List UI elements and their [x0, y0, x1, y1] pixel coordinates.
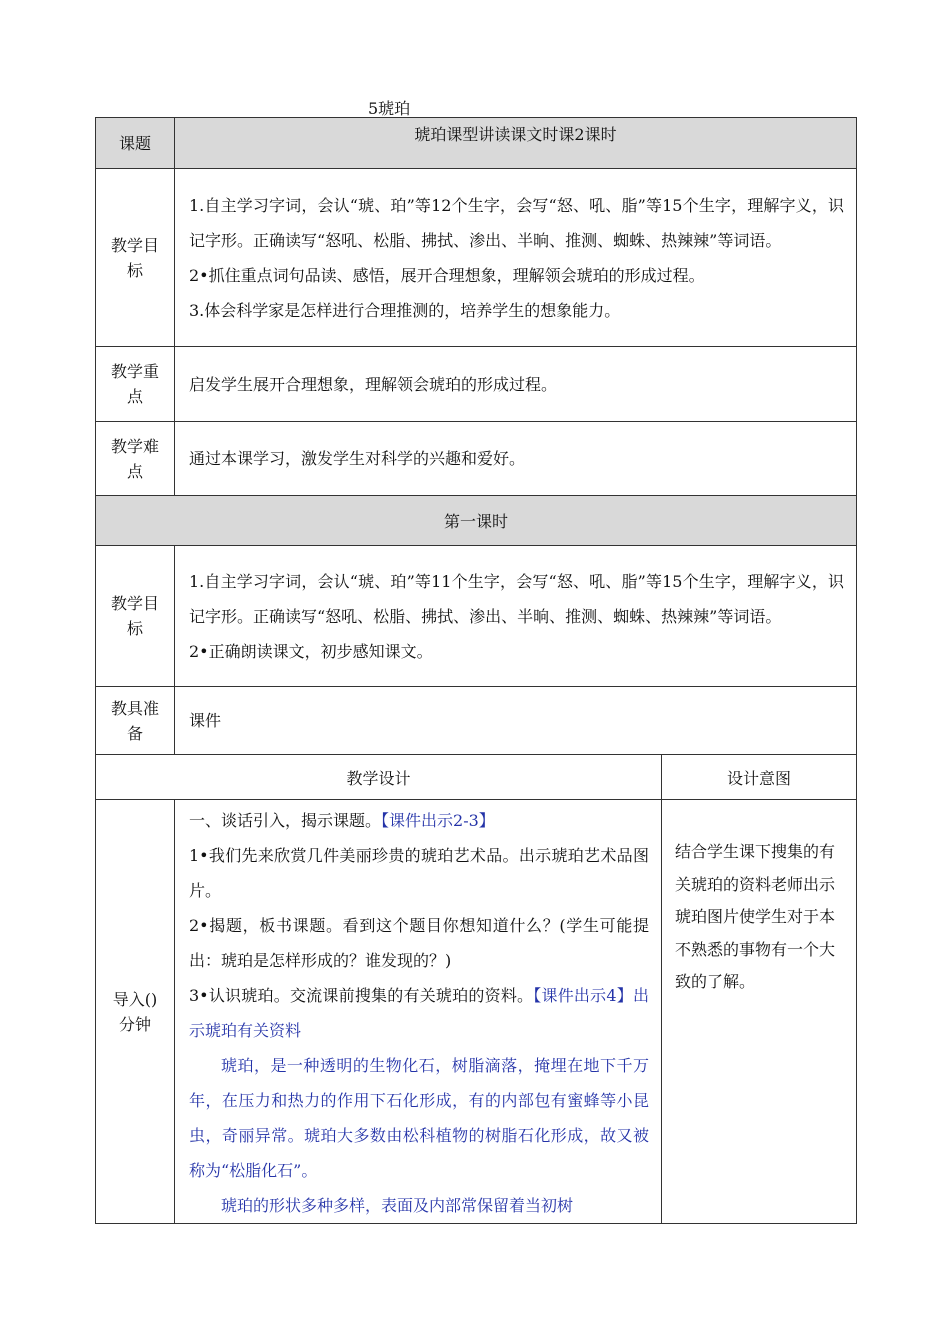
topic-label: 课题: [96, 118, 175, 169]
prep-row: [96, 687, 857, 755]
intro-step1: 一、谈话引入，揭示课题。: [189, 811, 382, 830]
goal-item: 3.体会科学家是怎样进行合理推测的，培养学生的想象能力。: [189, 300, 621, 320]
lesson1-goals-row: [96, 546, 857, 687]
difficulty-row: [96, 422, 857, 496]
topic-value: 琥珀课型讲读课文时课2课时: [175, 118, 857, 169]
lesson1-goals-content: [175, 546, 857, 687]
goals-row: [96, 169, 857, 347]
goals-content: [175, 169, 857, 347]
intro-paragraph: 2•揭题，板书课题。看到这个题目你想知道什么？(学生可能提出：琥珀是怎样形成的？谁发现的？): [189, 916, 649, 970]
intro-paragraph: 1•我们先来欣赏几件美丽珍贵的琥珀艺术品。出示琥珀艺术品图片。: [189, 846, 649, 900]
intro-label: 导入()分钟: [96, 800, 175, 1224]
design-header: 教学设计: [96, 755, 662, 800]
intro-row: [96, 800, 857, 1224]
intro-intent: 结合学生课下搜集的有关琥珀的资料老师出示琥珀图片使学生对于本不熟悉的事物有一个大致的了解。: [662, 800, 857, 1224]
courseware-tag: 【课件出示2-3】: [381, 811, 495, 830]
goal-item: 1.自主学习字词，会认“琥、珀”等12个生字，会写“怒、吼、脂”等15个生字，理解字义，识记字形。正确读写“怒吼、松脂、拂拭、渗出、半晌、推测、蜘蛛、热辣辣”等词语。: [189, 195, 844, 250]
lesson1-goals-label: 教学目标: [96, 546, 175, 687]
intro-content: [175, 800, 662, 1224]
lesson1-header: 第一课时: [96, 496, 857, 546]
difficulty-label: 教学难点: [96, 422, 175, 496]
intro-step3: 3•认识琥珀。交流课前搜集的有关琥珀的资料。: [189, 986, 534, 1005]
lesson-plan-table: [95, 117, 857, 1224]
amber-info-paragraph: 琥珀，是一种透明的生物化石，树脂滴落，掩埋在地下千万年，在压力和热力的作用下石化形成，有的内部包有蜜蜂等小昆虫，奇丽异常。琥珀大多数由松科植物的树脂石化形成，故又被称为“松脂化石”。: [189, 1056, 649, 1180]
difficulty-value: 通过本课学习，激发学生对科学的兴趣和爱好。: [175, 422, 857, 496]
lesson1-header-row: [96, 496, 857, 546]
goal-item: 1.自主学习字词，会认“琥、珀”等11个生字，会写“怒、吼、脂”等15个生字，理解字义，识记字形。正确读写“怒吼、松脂、拂拭、渗出、半晌、推测、蜘蛛、热辣辣”等词语。: [189, 571, 844, 626]
document-title: 5琥珀: [368, 99, 411, 118]
goal-item: 2•正确朗读课文，初步感知课文。: [189, 641, 433, 661]
intent-header: 设计意图: [662, 755, 857, 800]
topic-row: [96, 118, 857, 169]
prep-value: 课件: [175, 687, 857, 755]
amber-info-paragraph: 琥珀的形状多种多样，表面及内部常保留着当初树: [221, 1196, 574, 1215]
goal-item: 2•抓住重点词句品读、感悟，展开合理想象，理解领会琥珀的形成过程。: [189, 265, 705, 285]
courseware-tag: 【课件出示4】出示琥珀有关资料: [189, 986, 649, 1040]
prep-label: 教具准备: [96, 687, 175, 755]
goals-label: 教学目标: [96, 169, 175, 347]
key-label: 教学重点: [96, 347, 175, 422]
design-header-row: [96, 755, 857, 800]
key-value: 启发学生展开合理想象，理解领会琥珀的形成过程。: [175, 347, 857, 422]
key-row: [96, 347, 857, 422]
